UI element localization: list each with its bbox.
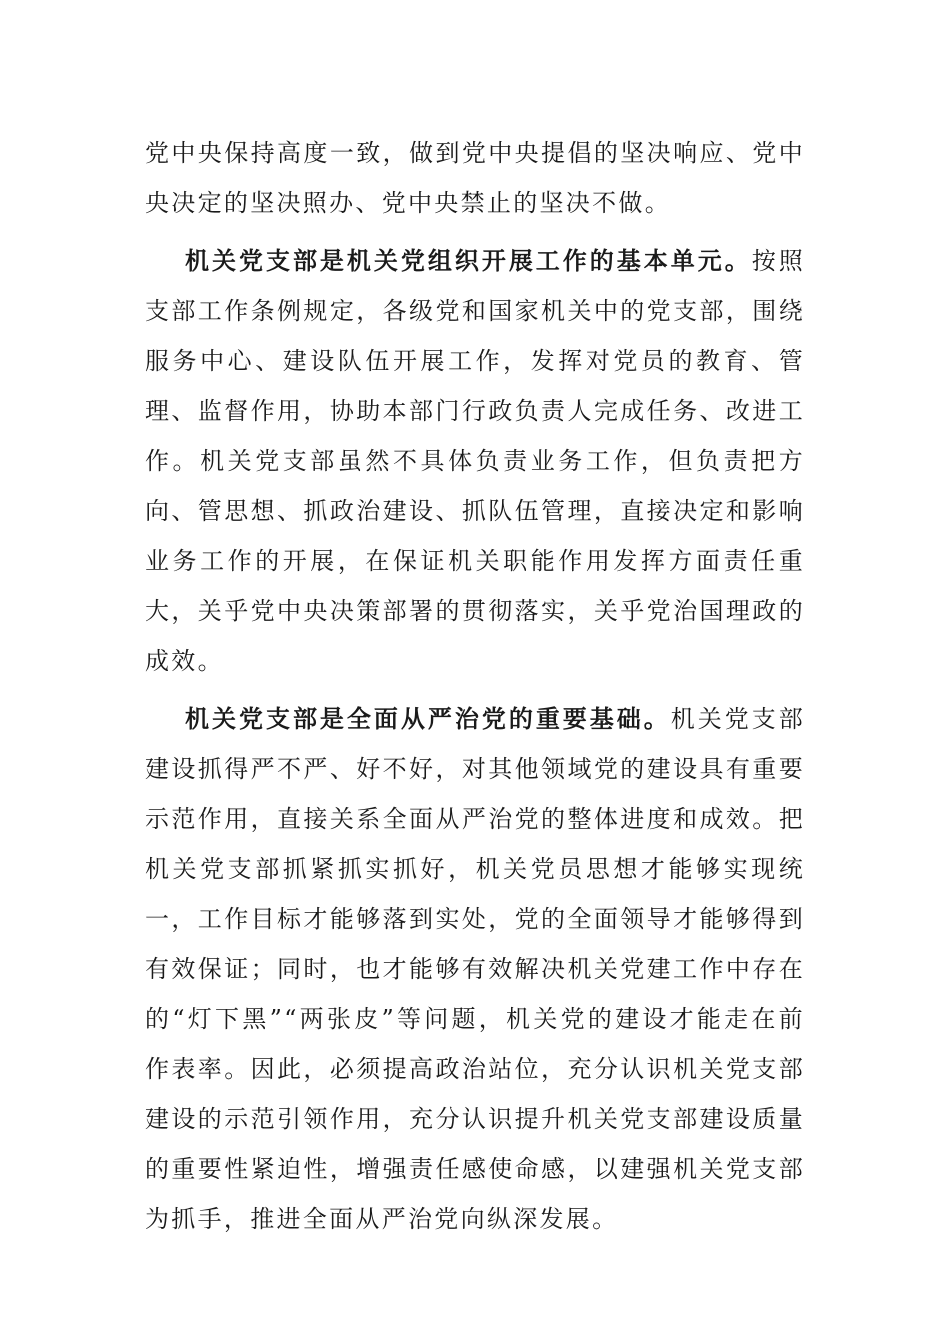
paragraph-text: 机关党支部建设抓得严不严、好不好，对其他领域党的建设具有重要示范作用，直接关系全面从严治党的整体进度和成效。把机关党支部抓紧抓实抓好，机关党员思想才能够实现统一，工作目标才能够落到实处，党的全面领导才能够得到有效保证；同时，也才能够有效解决机关党建工作中存在的“灯下黑”“两张皮”等问题，机关党的建设才能走在前作表率。因此，必须提高政治站位，充分认识机关党支部建设的示范引领作用，充分认识提升机关党支部建设质量的重要性紧迫性，增强责任感使命感，以建强机关党支部为抓手，推进全面从严治党向纵深发展。 (145, 705, 805, 1233)
paragraph-lead-heading: 机关党支部是机关党组织开展工作的基本单元。 (185, 246, 752, 275)
document-body (145, 128, 805, 1252)
paragraph-basic-unit (145, 236, 805, 686)
paragraph-text: 按照支部工作条例规定，各级党和国家机关中的党支部，围绕服务中心、建设队伍开展工作，发挥对党员的教育、管理、监督作用，协助本部门行政负责人完成任务、改进工作。机关党支部虽然不具体负责业务工作，但负责把方向、管思想、抓政治建设、抓队伍管理，直接决定和影响业务工作的开展，在保证机关职能作用发挥方面责任重大，关乎党中央决策部署的贯彻落实，关乎党治国理政的成效。 (145, 247, 805, 675)
paragraph-important-foundation (145, 694, 805, 1244)
paragraph-lead-heading: 机关党支部是全面从严治党的重要基础。 (185, 704, 671, 733)
paragraph-continuation (145, 128, 805, 228)
paragraph-text: 党中央保持高度一致，做到党中央提倡的坚决响应、党中央决定的坚决照办、党中央禁止的坚决不做。 (145, 139, 805, 217)
